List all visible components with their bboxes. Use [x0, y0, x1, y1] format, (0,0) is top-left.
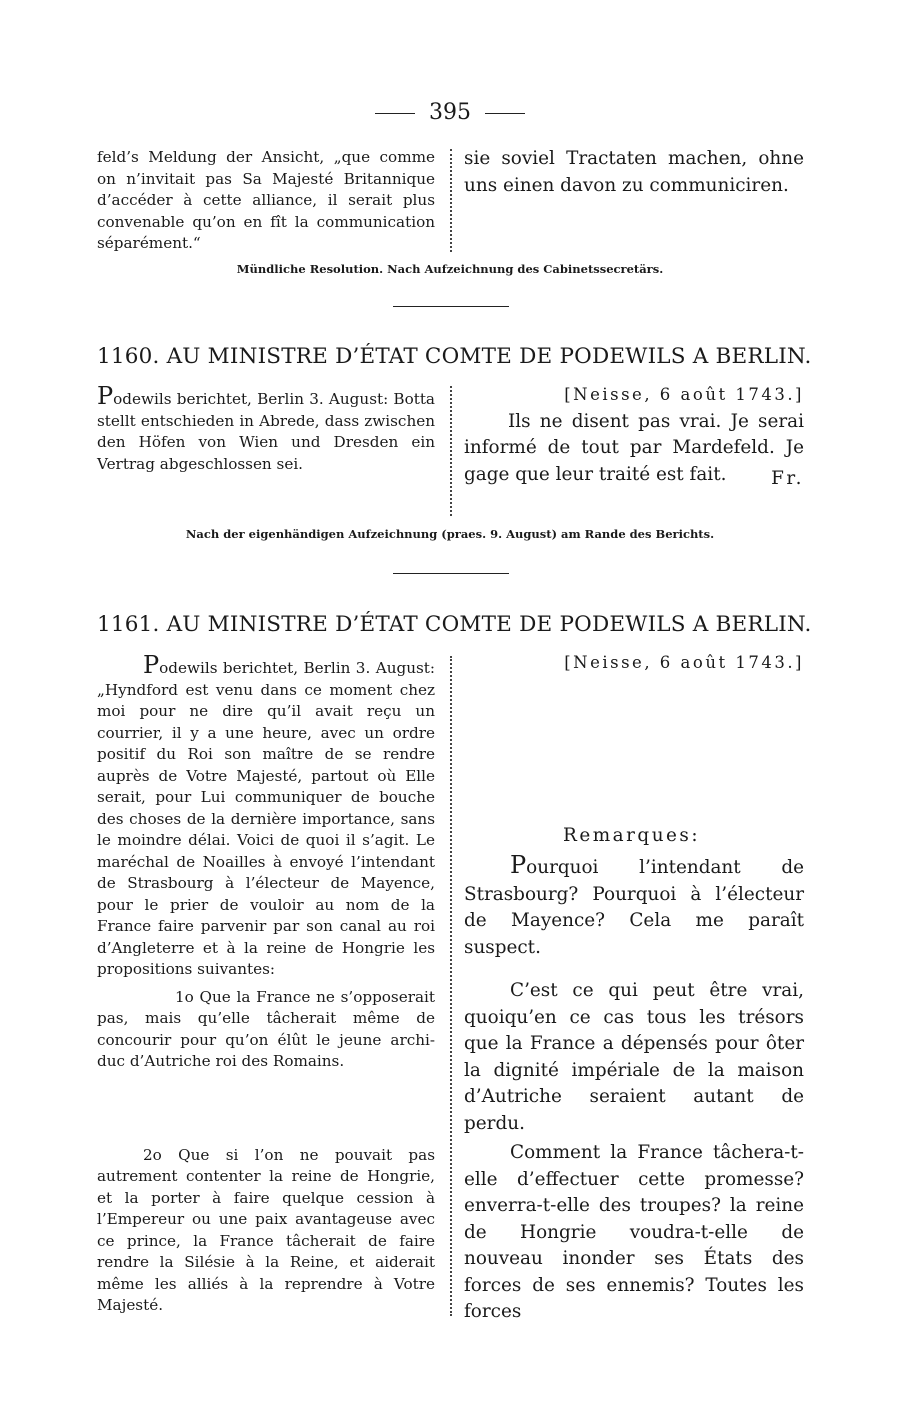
separator-rule	[393, 573, 509, 574]
letter-1161-left-column	[97, 651, 435, 1317]
header-dash-left	[375, 113, 415, 114]
letter-1160-summary: Podewils berichtet, Berlin 3. August: Botta stellt entschieden in Abrede, dass zwischen den Höfen von Wien und Dresden ein Vertrag abgeschlossen sei.	[97, 382, 435, 473]
page-header	[0, 100, 900, 125]
letter-1160-title: 1160. AU MINISTRE D’ÉTAT COMTE DE PODEWILS A BERLIN.	[97, 344, 812, 369]
letter-1161-title: 1161. AU MINISTRE D’ÉTAT COMTE DE PODEWILS A BERLIN.	[97, 612, 812, 637]
letter-1160-signature: Fr.	[771, 468, 804, 489]
remark-intro: Pourquoi l’intendant de Strasbourg? Pourquoi à l’électeur de Mayence? Cela me paraît suspect.	[464, 851, 804, 958]
column-divider	[450, 149, 452, 252]
top-left-column	[97, 147, 435, 255]
letter-1160-source-note: Nach der eigenhändigen Aufzeichnung (praes. 9. August) am Rande des Berichts.	[185, 527, 715, 541]
top-right-column	[464, 146, 804, 199]
remark-block-2	[464, 1140, 804, 1326]
letter-1161-dateline: [Neisse, 6 août 1743.]	[564, 653, 804, 672]
column-divider	[450, 656, 452, 1316]
top-left-text: feld’s Meldung der Ansicht, „que comme on n’invitait pas Sa Majesté Britannique d’accéder à cette alliance, il serait plus convenable qu’on en fît la communication séparément.“	[97, 148, 435, 252]
letter-1160-dateline: [Neisse, 6 août 1743.]	[564, 385, 804, 404]
remark-block-intro	[464, 852, 804, 961]
remark-block-1	[464, 978, 804, 1137]
page-number: 395	[429, 100, 471, 125]
letter-1161-point-2: 2o Que si l’on ne pouvait pas autrement contenter la reine de Hongrie, et la porter à faire quelque cession à l’Empereur ou une paix avantageuse avec ce prince, la France tâcherait de faire rendre la Silésie à la Reine, et aiderait même les alliés à la reprendre à Votre Majesté.	[97, 1145, 435, 1314]
remark-1: C’est ce qui peut être vrai, quoiqu’en ce cas tous les trésors que la France a dépensés pour ôter la dignité impériale de la maison d’Autriche seraient autant de perdu.	[464, 980, 804, 1134]
remark-2: Comment la France tâchera-t-elle d’effectuer cette promesse? enverra-t-elle des troupes? la reine de Hongrie voudra-t-elle de nouveau inonder ses États des forces de ses ennemis? Toutes les forces	[464, 1142, 804, 1322]
letter-1161-point-1: 1o Que la France ne s’opposerait pas, mais qu’elle tâcherait même de concourir pour qu’on élût le jeune archi-duc d’Autriche roi des Romains.	[97, 987, 435, 1070]
letter-1161-intro: Podewils berichtet, Berlin 3. August: „Hyndford est venu dans ce moment chez moi pour ne dire qu’il avait reçu un courrier, il y a une heure, avec un ordre positif du Roi son maître de se rendre auprès de Votre Majesté, partout où Elle serait, pour Lui communiquer de bouche des choses de la dernière importance, sans le moindre délai. Voici de quoi il s’agit. Le maréchal de Noailles à envoyé l’intendant de Strasbourg à l’électeur de Mayence, pour le prier de vouloir au nom de la France faire parvenir par son canal au roi d’Angleterre et à la reine de Hongrie les propositions suivantes:	[97, 651, 435, 978]
separator-rule	[393, 306, 509, 307]
top-right-text: sie soviel Tractaten machen, ohne uns einen davon zu communiciren.	[464, 148, 804, 196]
column-divider	[450, 386, 452, 516]
letter-1160-right-column	[464, 382, 804, 493]
top-source-note: Mündliche Resolution. Nach Aufzeichnung des Cabinetssecretärs.	[236, 262, 664, 276]
header-dash-right	[485, 113, 525, 114]
remarks-heading: Remarques:	[563, 825, 701, 846]
letter-1160-left-column	[97, 382, 435, 475]
letter-1160-response: Ils ne disent pas vrai. Je serai informé de tout par Mardefeld. Je gage que leur traité est fait.	[464, 410, 804, 485]
letter-1161-right-column	[464, 650, 804, 677]
